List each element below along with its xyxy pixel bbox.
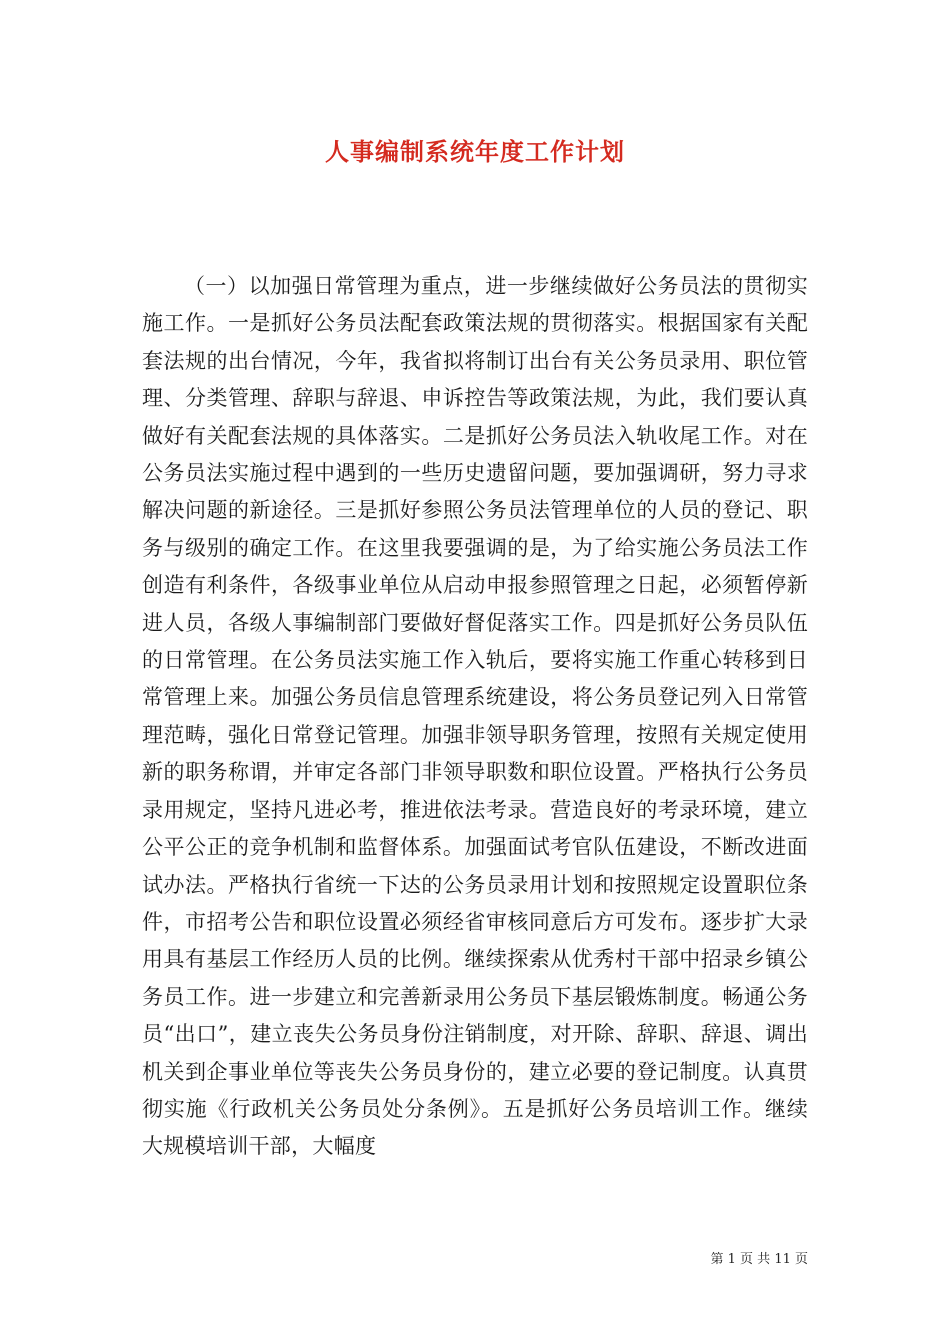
document-title: 人事编制系统年度工作计划 xyxy=(325,137,625,166)
page-number-footer: 第 1 页 共 11 页 xyxy=(710,1252,808,1267)
body-paragraph: （一）以加强日常管理为重点，进一步继续做好公务员法的贯彻实施工作。一是抓好公务员法配套政策法规的贯彻落实。根据国家有关配套法规的出台情况，今年，我省拟将制订出台有关公务员录用、职位管理、分类管理、辞职与辞退、申诉控告等政策法规，为此，我们要认真做好有关配套法规的具体落实。二是抓好公务员法入轨收尾工作。对在公务员法实施过程中遇到的一些历史遗留问题，要加强调研，努力寻求解决问题的新途径。三是抓好参照公务员法管理单位的人员的登记、职务与级别的确定工作。在这里我要强调的是，为了给实施公务员法工作创造有利条件，各级事业单位从启动申报参照管理之日起，必须暂停新进人员，各级人事编制部门要做好督促落实工作。四是抓好公务员队伍的日常管理。在公务员法实施工作入轨后，要将实施工作重心转移到日常管理上来。加强公务员信息管理系统建设，将公务员登记列入日常管理范畴，强化日常登记管理。加强非领导职务管理，按照有关规定使用新的职务称谓，并审定各部门非领导职数和职位设置。严格执行公务员录用规定，坚持凡进必考，推进依法考录。营造良好的考录环境，建立公平公正的竞争机制和监督体系。加强面试考官队伍建设，不断改进面试办法。严格执行省统一下达的公务员录用计划和按照规定设置职位条件，市招考公告和职位设置必须经省审核同意后方可发布。逐步扩大录用具有基层工作经历人员的比例。继续探索从优秀村干部中招录乡镇公务员工作。进一步建立和完善新录用公务员下基层锻炼制度。畅通公务员“出口”，建立丧失公务员身份注销制度，对开除、辞职、辞退、调出机关到企事业单位等丧失公务员身份的，建立必要的登记制度。认真贯彻实施《行政机关公务员处分条例》。五是抓好公务员培训工作。继续大规模培训干部，大幅度 xyxy=(142,274,808,1159)
